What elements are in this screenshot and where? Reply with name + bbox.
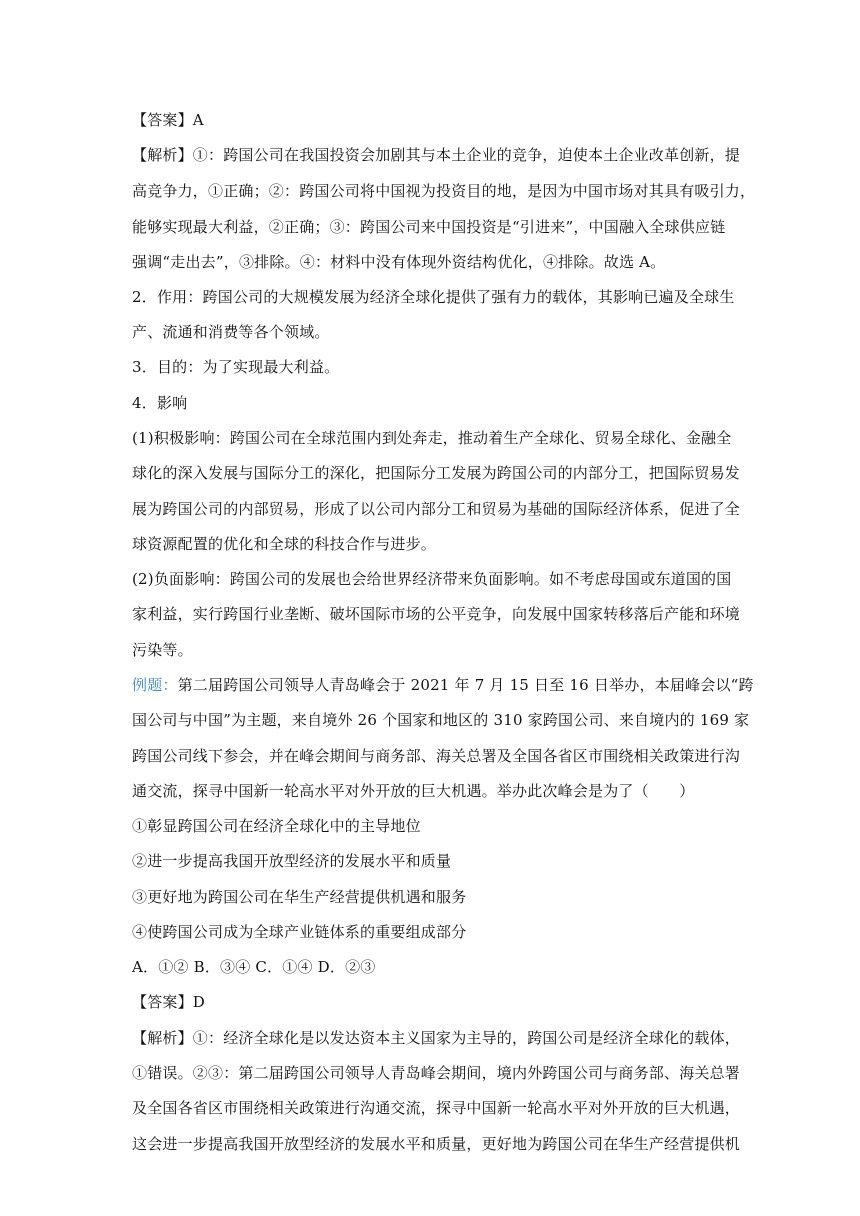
positive-impact-line: 展为跨国公司的内部贸易，形成了以公司内部分工和贸易为基础的国际经济体系，促进了全 [132, 500, 741, 518]
example-question-line [132, 675, 754, 695]
example-question-line: 跨国公司线下参会，并在峰会期间与商务部、海关总署及全国各省区市围绕相关政策进行沟 [132, 747, 741, 765]
analysis-line: ①错误。②③：第二届跨国公司领导人青岛峰会期间，境内外跨国公司与商务部、海关总署 [132, 1064, 741, 1082]
positive-impact-line: 球资源配置的优化和全球的科技合作与进步。 [132, 535, 437, 553]
analysis-line: 及全国各省区市围绕相关政策进行沟通交流，探寻中国新一轮高水平对外开放的巨大机遇， [132, 1099, 741, 1117]
option-statement: ②进一步提高我国开放型经济的发展水平和质量 [132, 852, 452, 870]
point-purpose-line: 3．目的：为了实现最大利益。 [132, 358, 340, 376]
point-role-line: 产、流通和消费等各个领域。 [132, 323, 330, 341]
example-label: 例题： [132, 676, 178, 694]
option-statement: ③更好地为跨国公司在华生产经营提供机遇和服务 [132, 888, 467, 906]
negative-impact-line: (2)负面影响：跨国公司的发展也会给世界经济带来负面影响。如不考虑母国或东道国的国 [132, 570, 732, 588]
answer-line: 【答案】D [132, 993, 206, 1011]
option-statement: ①彰显跨国公司在经济全球化中的主导地位 [132, 817, 421, 835]
point-impact-heading: 4．影响 [132, 394, 188, 412]
analysis-line: 【解析】①：跨国公司在我国投资会加剧其与本土企业的竞争，迫使本土企业改革创新，提 [132, 146, 741, 164]
option-statement: ④使跨国公司成为全球产业链体系的重要组成部分 [132, 923, 467, 941]
analysis-line: 强调“走出去”，③排除。④：材料中没有体现外资结构优化，④排除。故选 A。 [132, 253, 666, 271]
point-role-line: 2．作用：跨国公司的大规模发展为经济全球化提供了强有力的载体，其影响已遍及全球生 [132, 288, 735, 306]
positive-impact-line: 球化的深入发展与国际分工的深化，把国际分工发展为跨国公司的内部分工，把国际贸易发 [132, 464, 741, 482]
analysis-line: 这会进一步提高我国开放型经济的发展水平和质量，更好地为跨国公司在华生产经营提供机 [132, 1135, 741, 1153]
analysis-line: 【解析】①：经济全球化是以发达资本主义国家为主导的，跨国公司是经济全球化的载体， [132, 1029, 741, 1047]
answer-choices: A．①② B．③④ C．①④ D．②③ [132, 958, 376, 976]
example-text: 第二届跨国公司领导人青岛峰会于 2021 年 7 月 15 日至 16 日举办，本届峰会以“跨 [177, 676, 754, 694]
analysis-line: 能够实现最大利益，②正确；③：跨国公司来中国投资是“引进来”，中国融入全球供应链 [132, 218, 726, 236]
answer-line: 【答案】A [132, 111, 204, 129]
example-question-line: 通交流，探寻中国新一轮高水平对外开放的巨大机遇。举办此次峰会是为了（ ） [132, 782, 695, 800]
example-question-line: 国公司与中国”为主题，来自境外 26 个国家和地区的 310 家跨国公司、来自境内的 169 家 [132, 711, 750, 729]
analysis-line: 高竞争力，①正确；②：跨国公司将中国视为投资目的地，是因为中国市场对其具有吸引力， [132, 182, 756, 200]
negative-impact-line: 家利益，实行跨国行业垄断、破坏国际市场的公平竞争，向发展中国家转移落后产能和环境 [132, 605, 741, 623]
positive-impact-line: (1)积极影响：跨国公司在全球范围内到处奔走，推动着生产全球化、贸易全球化、金融全 [132, 429, 732, 447]
negative-impact-line: 污染等。 [132, 641, 193, 659]
